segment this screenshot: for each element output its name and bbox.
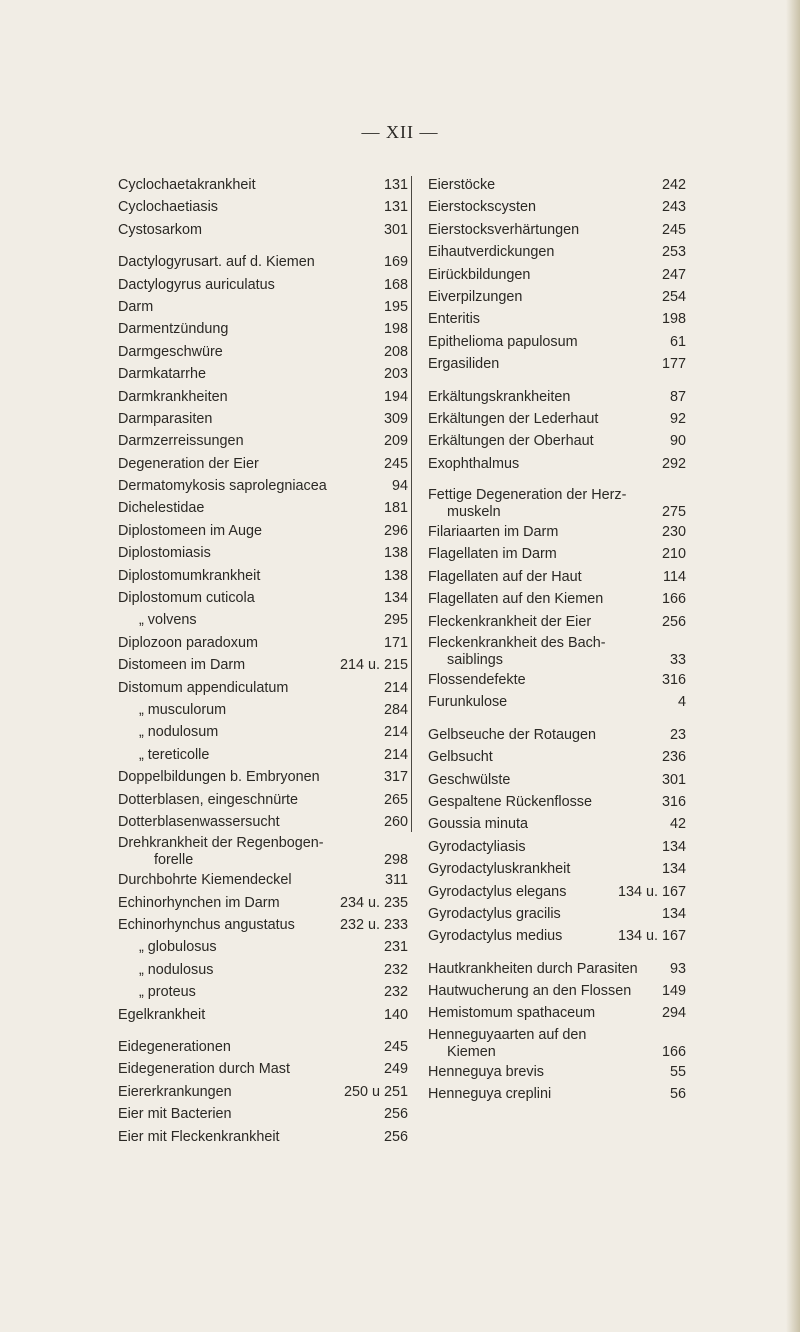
index-term [428, 487, 656, 521]
index-entry [428, 724, 686, 746]
index-entry [118, 833, 408, 869]
index-entry [118, 318, 408, 340]
index-term-line: Henneguyaarten auf den [428, 1026, 587, 1043]
index-term: „ tereticolle [139, 746, 210, 763]
index-term: Enteritis [428, 311, 480, 328]
index-entry [118, 1058, 408, 1080]
index-entry [118, 520, 408, 542]
index-entry [428, 286, 686, 308]
index-pages: 168 [383, 276, 408, 293]
index-term: Epithelioma papulosum [428, 333, 578, 350]
index-entry [118, 811, 408, 833]
index-entry [118, 251, 408, 273]
index-entry [118, 869, 408, 891]
index-pages: 247 [661, 266, 686, 283]
index-pages: 33 [669, 652, 686, 669]
index-pages: 232 [383, 961, 408, 978]
index-term: Distomum appendiculatum [118, 679, 289, 696]
section-gap [428, 714, 686, 724]
index-entry [428, 1025, 686, 1061]
index-term: Furunkulose [428, 694, 508, 711]
index-term: Cystosarkom [118, 221, 202, 238]
index-term: „ nodulosus [139, 961, 214, 978]
index-term-continuation: muskeln [447, 504, 501, 521]
index-entry [118, 565, 408, 587]
index-pages: 253 [661, 244, 686, 261]
index-term: Darmgeschwüre [118, 343, 223, 360]
index-pages: 232 u. 233 [339, 917, 408, 934]
index-pages: 138 [383, 545, 408, 562]
index-pages: 245 [661, 221, 686, 238]
index-term: Diplostomiasis [118, 545, 211, 562]
index-pages: 275 [661, 504, 686, 521]
index-term: Henneguya brevis [428, 1063, 544, 1080]
index-pages: 56 [669, 1086, 686, 1103]
index-term: Echinorhynchus angustatus [118, 917, 295, 934]
index-pages: 55 [669, 1063, 686, 1080]
index-entry [428, 958, 686, 980]
index-pages: 295 [383, 612, 408, 629]
index-pages: 242 [661, 176, 686, 193]
index-term: Flagellaten auf den Kiemen [428, 591, 604, 608]
index-term: Doppelbildungen b. Embryonen [118, 769, 320, 786]
index-term: Hautwucherung an den Flossen [428, 983, 632, 1000]
index-entry [118, 386, 408, 408]
index-entry [118, 296, 408, 318]
index-term: Eierstocksverhärtungen [428, 221, 580, 238]
index-term: Exophthalmus [428, 455, 520, 472]
index-pages: 317 [383, 769, 408, 786]
index-pages: 134 [661, 905, 686, 922]
index-entry [428, 925, 686, 947]
index-term: Darmentzündung [118, 321, 229, 338]
index-entry [428, 521, 686, 543]
index-pages: 169 [383, 254, 408, 271]
index-pages: 140 [383, 1006, 408, 1023]
index-entry [118, 632, 408, 654]
index-pages: 134 u. 167 [617, 883, 686, 900]
index-entry [428, 746, 686, 768]
index-entry [118, 1081, 408, 1103]
index-entry [118, 408, 408, 430]
index-term: „ nodulosum [139, 724, 219, 741]
index-pages: 195 [383, 298, 408, 315]
index-pages: 256 [383, 1128, 408, 1145]
index-term: Dotterblasen, eingeschnürte [118, 791, 298, 808]
index-entry [428, 453, 686, 475]
index-pages: 214 u. 215 [339, 657, 408, 674]
index-entry [118, 981, 408, 1003]
column-divider [411, 176, 412, 832]
index-term: Henneguya creplini [428, 1086, 552, 1103]
index-entry [428, 633, 686, 669]
index-entry [118, 363, 408, 385]
index-entry [428, 485, 686, 521]
index-pages: 301 [383, 221, 408, 238]
index-term: Degeneration der Eier [118, 455, 259, 472]
index-pages: 214 [383, 679, 408, 696]
index-pages: 236 [661, 749, 686, 766]
index-pages: 166 [661, 1043, 686, 1060]
index-term: Gyrodactyluskrankheit [428, 861, 571, 878]
index-entry [428, 353, 686, 375]
index-term: Durchbohrte Kiemendeckel [118, 872, 292, 889]
index-pages: 294 [661, 1005, 686, 1022]
index-entry [118, 430, 408, 452]
index-term-line: Fleckenkrankheit des Bach- [428, 635, 606, 652]
index-term: Gyrodactylus gracilis [428, 905, 561, 922]
index-term: Flagellaten auf der Haut [428, 568, 582, 585]
index-pages: 245 [383, 455, 408, 472]
index-entry [118, 1036, 408, 1058]
index-pages: 256 [661, 613, 686, 630]
index-pages: 284 [383, 701, 408, 718]
index-entry [118, 744, 408, 766]
index-entry [428, 980, 686, 1002]
index-term: Erkältungskrankheiten [428, 388, 571, 405]
index-pages: 166 [661, 591, 686, 608]
index-term: Gyrodactylus medius [428, 928, 563, 945]
index-entry [428, 174, 686, 196]
index-term-line: Fettige Degeneration der Herz- [428, 487, 627, 504]
index-pages: 316 [661, 672, 686, 689]
index-entry [428, 1083, 686, 1105]
index-entry [118, 497, 408, 519]
index-pages: 311 [385, 872, 408, 889]
index-pages: 265 [383, 791, 408, 808]
page-edge [786, 0, 800, 1332]
index-term: Eidegenerationen [118, 1039, 231, 1056]
index-term: Flossendefekte [428, 672, 526, 689]
index-pages: 171 [383, 634, 408, 651]
index-entry [428, 1061, 686, 1083]
section-gap [118, 241, 408, 251]
index-term: Darm [118, 298, 154, 315]
index-entry [428, 196, 686, 218]
index-pages: 298 [383, 852, 408, 869]
section-gap [428, 475, 686, 485]
index-term: Eiverpilzungen [428, 288, 523, 305]
index-entry [428, 836, 686, 858]
index-pages: 230 [661, 524, 686, 541]
index-pages: 214 [383, 746, 408, 763]
index-pages: 256 [383, 1106, 408, 1123]
index-term [428, 1027, 656, 1061]
index-entry [428, 813, 686, 835]
index-pages: 114 [663, 568, 686, 585]
index-pages: 209 [383, 433, 408, 450]
index-term: Darmkatarrhe [118, 366, 206, 383]
index-entry [118, 453, 408, 475]
index-entry [118, 914, 408, 936]
index-pages: 214 [383, 724, 408, 741]
index-pages: 194 [383, 388, 408, 405]
index-entry [428, 386, 686, 408]
index-entry [118, 174, 408, 196]
index-entry [428, 691, 686, 713]
index-term: Dichelestidae [118, 500, 205, 517]
index-term: Goussia minuta [428, 816, 528, 833]
index-entry [118, 274, 408, 296]
index-pages: 90 [669, 433, 686, 450]
index-entry [118, 892, 408, 914]
section-gap [118, 1026, 408, 1036]
index-term-line: Drehkrankheit der Regenbogen- [118, 835, 324, 852]
index-pages: 309 [383, 410, 408, 427]
index-term: Hemistomum spathaceum [428, 1005, 596, 1022]
index-entry [428, 241, 686, 263]
index-term: Eiererkrankungen [118, 1083, 232, 1100]
index-pages: 243 [661, 199, 686, 216]
index-entry [428, 791, 686, 813]
index-pages: 210 [661, 546, 686, 563]
index-pages: 23 [669, 726, 686, 743]
index-pages: 134 [383, 590, 408, 607]
index-pages: 260 [383, 813, 408, 830]
index-entry [428, 611, 686, 633]
index-term [118, 835, 378, 869]
index-term: Cyclochaetakrankheit [118, 176, 256, 193]
index-entry [118, 1004, 408, 1026]
index-term: Eidegeneration durch Mast [118, 1061, 290, 1078]
index-pages: 42 [669, 816, 686, 833]
index-pages: 198 [383, 321, 408, 338]
index-entry [118, 937, 408, 959]
index-term: Ergasiliden [428, 356, 500, 373]
index-entry [118, 721, 408, 743]
section-gap [428, 376, 686, 386]
index-entry [118, 609, 408, 631]
index-term: Dermatomykosis saprolegniacea [118, 478, 327, 495]
index-entry [118, 1126, 408, 1148]
index-term: Distomeen im Darm [118, 657, 246, 674]
index-pages: 134 [661, 861, 686, 878]
index-pages: 234 u. 235 [339, 894, 408, 911]
index-entry [118, 1103, 408, 1125]
index-pages: 131 [383, 176, 408, 193]
index-pages: 149 [661, 983, 686, 1000]
index-pages: 94 [391, 478, 408, 495]
index-term: Cyclochaetiasis [118, 199, 218, 216]
index-entry [118, 341, 408, 363]
index-term: „ proteus [139, 984, 196, 1001]
index-entry [428, 264, 686, 286]
index-entry [428, 566, 686, 588]
index-term: Filariaarten im Darm [428, 524, 559, 541]
index-term: Eier mit Bacterien [118, 1106, 232, 1123]
index-pages: 296 [383, 522, 408, 539]
index-term: Gyrodactyliasis [428, 838, 526, 855]
index-entry [428, 408, 686, 430]
index-pages: 181 [383, 500, 408, 517]
index-entry [428, 1003, 686, 1025]
index-term: Diplostomumkrankheit [118, 567, 261, 584]
index-term: Erkältungen der Lederhaut [428, 410, 599, 427]
index-term-continuation: Kiemen [447, 1043, 496, 1060]
index-entry [428, 543, 686, 565]
index-entry [428, 881, 686, 903]
index-pages: 245 [383, 1039, 408, 1056]
index-entry [118, 699, 408, 721]
index-pages: 177 [661, 356, 686, 373]
index-term: Diplostomum cuticola [118, 590, 255, 607]
index-entry [118, 542, 408, 564]
index-pages: 203 [383, 366, 408, 383]
index-entry [428, 858, 686, 880]
index-pages: 316 [661, 793, 686, 810]
index-pages: 138 [383, 567, 408, 584]
index-term: Eirückbildungen [428, 266, 531, 283]
index-pages: 208 [383, 343, 408, 360]
index-term: Fleckenkrankheit der Eier [428, 613, 592, 630]
index-column-right [428, 174, 686, 1106]
index-entry [118, 654, 408, 676]
page-header: — XII — [361, 122, 439, 142]
index-term [428, 635, 664, 669]
index-entry [428, 903, 686, 925]
index-entry [118, 677, 408, 699]
index-term: „ globulosus [139, 939, 217, 956]
index-term: Erkältungen der Oberhaut [428, 433, 594, 450]
index-term: Flagellaten im Darm [428, 546, 557, 563]
index-term-continuation: forelle [154, 852, 194, 869]
index-pages: 232 [383, 984, 408, 1001]
index-pages: 250 u 251 [343, 1083, 408, 1100]
index-pages: 93 [669, 960, 686, 977]
index-pages: 249 [383, 1061, 408, 1078]
index-term: „ volvens [139, 612, 197, 629]
index-pages: 87 [669, 388, 686, 405]
index-entry [428, 308, 686, 330]
index-term: Diplostomeen im Auge [118, 522, 262, 539]
index-pages: 301 [661, 771, 686, 788]
index-term: Eihautverdickungen [428, 244, 555, 261]
index-entry [118, 196, 408, 218]
index-term-continuation: saiblings [447, 652, 503, 669]
index-term: Hautkrankheiten durch Parasiten [428, 960, 638, 977]
index-pages: 4 [677, 694, 686, 711]
index-term: Gelbsucht [428, 749, 493, 766]
index-entry [428, 331, 686, 353]
index-column-left [118, 174, 408, 1148]
index-term: Eier mit Fleckenkrankheit [118, 1128, 280, 1145]
index-term: Dactylogyrusart. auf d. Kiemen [118, 254, 315, 271]
index-pages: 92 [669, 410, 686, 427]
index-term: Eierstöcke [428, 176, 496, 193]
index-entry [118, 219, 408, 241]
index-term: Eierstockscysten [428, 199, 536, 216]
index-pages: 292 [661, 455, 686, 472]
index-entry [428, 669, 686, 691]
index-pages: 198 [661, 311, 686, 328]
index-pages: 134 u. 167 [617, 928, 686, 945]
index-term: „ musculorum [139, 701, 227, 718]
index-term: Geschwülste [428, 771, 511, 788]
index-entry [428, 219, 686, 241]
index-pages: 231 [383, 939, 408, 956]
index-entry [118, 959, 408, 981]
index-entry [118, 766, 408, 788]
index-term: Gespaltene Rückenflosse [428, 793, 592, 810]
section-gap [428, 948, 686, 958]
index-entry [428, 769, 686, 791]
index-pages: 61 [669, 333, 686, 350]
index-entry [118, 475, 408, 497]
index-entry [118, 587, 408, 609]
index-term: Egelkrankheit [118, 1006, 206, 1023]
index-pages: 134 [661, 838, 686, 855]
index-term: Echinorhynchen im Darm [118, 894, 280, 911]
index-term: Gelbseuche der Rotaugen [428, 726, 597, 743]
index-pages: 131 [383, 199, 408, 216]
index-term: Gyrodactylus elegans [428, 883, 567, 900]
index-term: Darmkrankheiten [118, 388, 228, 405]
index-term: Darmparasiten [118, 410, 213, 427]
index-term: Diplozoon paradoxum [118, 634, 258, 651]
index-pages: 254 [661, 288, 686, 305]
index-entry [428, 588, 686, 610]
index-entry [428, 430, 686, 452]
index-term: Darmzerreissungen [118, 433, 244, 450]
index-term: Dactylogyrus auriculatus [118, 276, 275, 293]
index-term: Dotterblasenwassersucht [118, 813, 280, 830]
index-entry [118, 789, 408, 811]
